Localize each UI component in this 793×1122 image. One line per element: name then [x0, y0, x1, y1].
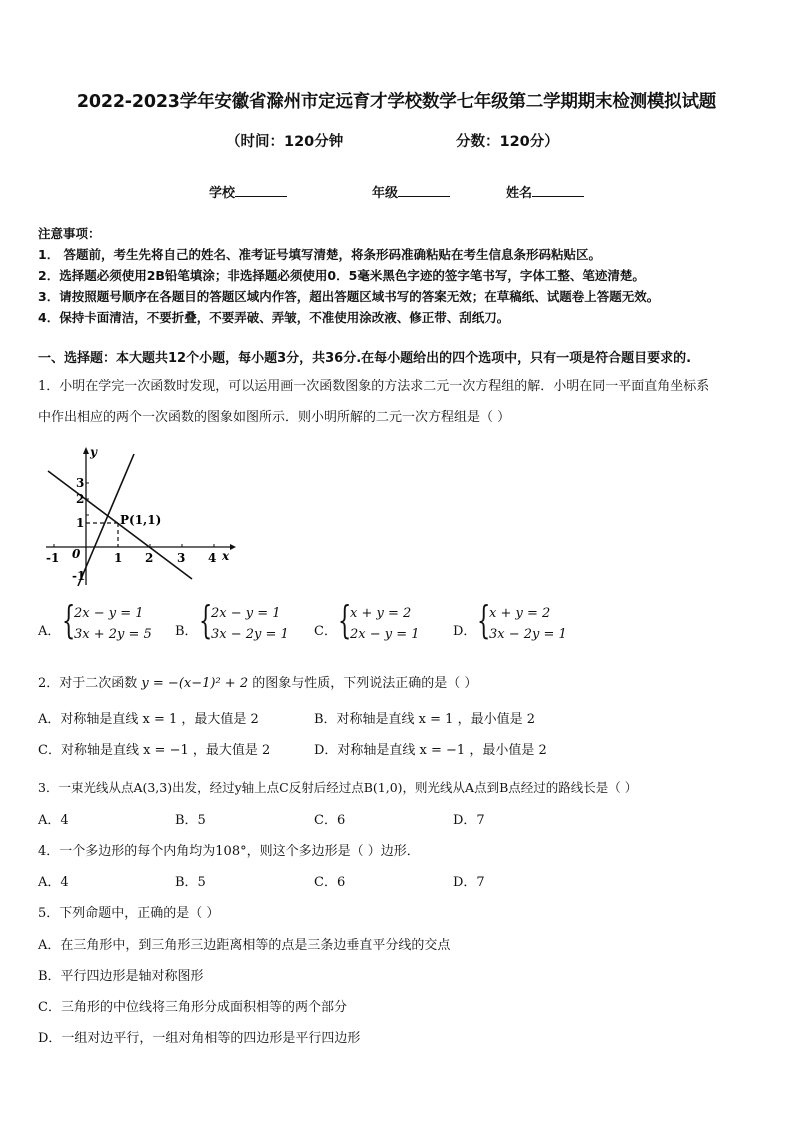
q2-option-d: D．对称轴是直线 x = −1 ，最小值是 2	[314, 743, 547, 758]
equation: 2x − y = 1	[74, 606, 144, 621]
x-axis-label: x	[222, 549, 230, 563]
equation: 2x − y = 1	[350, 627, 420, 642]
equation: 3x − 2y = 1	[211, 627, 289, 642]
notice-item: 4．保持卡面清洁，不要折叠，不要弄破、弄皱，不准使用涂改液、修正带、刮纸刀。	[38, 310, 510, 325]
origin-label: 0	[72, 547, 81, 561]
equation: 3x − 2y = 1	[489, 627, 567, 642]
q5-option-b: B．平行四边形是轴对称图形	[38, 969, 204, 984]
q5-option-a: A．在三角形中，到三角形三边距离相等的点是三条边垂直平分线的交点	[38, 938, 451, 953]
q3-option-d: D．7	[453, 813, 485, 828]
school-blank	[235, 184, 287, 197]
stem-text: 2．对于二次函数	[38, 676, 138, 691]
section-title: 一、选择题：本大题共12个小题，每小题3分，共36分.在每小题给出的四个选项中，只有一项是符合题目要求的.	[38, 351, 692, 366]
name-label: 姓名	[506, 186, 533, 201]
y-tick-label: 2	[76, 492, 85, 506]
notice-item: 2．选择题必须使用2B铅笔填涂；非选择题必须使用0．5毫米黑色字迹的签字笔书写，字体工整、笔迹清楚。	[38, 268, 645, 283]
option-a-letter: A．	[38, 624, 61, 639]
equation: 3x + 2y = 5	[74, 627, 152, 642]
equation: x + y = 2	[350, 606, 412, 621]
y-tick-label: -1	[72, 569, 86, 583]
quadratic-formula: y = −(x−1)² + 2	[141, 676, 249, 691]
exam-title: 2022-2023学年安徽省滁州市定远育才学校数学七年级第二学期期末检测模拟试题	[76, 92, 717, 112]
y-tick-label: 3	[76, 476, 85, 490]
q3-option-a: A．4	[38, 813, 69, 828]
notice-item: 1． 答题前，考生先将自己的姓名、准考证号填写清楚，将条形码准确粘贴在考生信息条形码粘贴区。	[38, 247, 602, 262]
q3-option-c: C．6	[314, 813, 346, 828]
y-tick-label: 1	[76, 516, 85, 530]
exam-score: 分数：120分）	[456, 134, 559, 150]
equation: x + y = 2	[489, 606, 551, 621]
option-d-letter: D．	[453, 624, 477, 639]
stem-text: 的图象与性质，下列说法正确的是（ ）	[252, 676, 478, 691]
brace-icon: {	[338, 598, 352, 642]
q5-option-c: C．三角形的中位线将三角形分成面积相等的两个部分	[38, 1000, 347, 1015]
name-field	[506, 182, 584, 201]
q5-option-d: D．一组对边平行，一组对角相等的四边形是平行四边形	[38, 1031, 361, 1046]
brace-icon: {	[199, 598, 213, 642]
x-tick-label: -1	[46, 551, 60, 565]
q3-option-b: B．5	[175, 813, 206, 828]
school-field	[209, 182, 287, 201]
exam-time: （时间：120分钟	[226, 134, 344, 150]
q4-option-d: D．7	[453, 875, 485, 890]
grade-label: 年级	[372, 186, 399, 201]
y-axis-label: y	[90, 445, 97, 459]
brace-icon: {	[62, 598, 76, 642]
notice-item: 3．请按照题号顺序在各题目的答题区域内作答，超出答题区域书写的答案无效；在草稿纸、试题卷上答题无效。	[38, 289, 660, 304]
question-1-line-2: 中作出相应的两个一次函数的图象如图所示．则小明所解的二元一次方程组是（ ）	[38, 410, 511, 425]
x-tick-label: 4	[208, 551, 217, 565]
grade-blank	[398, 184, 450, 197]
grade-field	[372, 182, 450, 201]
x-tick-label: 3	[177, 551, 186, 565]
question-4-stem: 4．一个多边形的每个内角均为108°，则这个多边形是（ ）边形．	[38, 844, 420, 859]
q4-option-c: C．6	[314, 875, 346, 890]
question-5-stem: 5．下列命题中，正确的是（ ）	[38, 906, 220, 921]
q2-option-c: C．对称轴是直线 x = −1 ，最大值是 2	[38, 743, 271, 758]
x-tick-label: 2	[145, 551, 154, 565]
option-b-letter: B．	[175, 624, 198, 639]
q2-option-b: B．对称轴是直线 x = 1 ，最小值是 2	[314, 712, 535, 727]
option-c-letter: C．	[314, 624, 337, 639]
equation: 2x − y = 1	[211, 606, 281, 621]
point-p-label: P(1,1)	[120, 513, 162, 527]
q2-option-a: A．对称轴是直线 x = 1 ，最大值是 2	[38, 712, 259, 727]
brace-icon: {	[477, 598, 491, 642]
notice-heading: 注意事项：	[38, 226, 101, 241]
x-tick-label: 1	[114, 551, 123, 565]
function-graph	[38, 440, 238, 590]
name-blank	[532, 184, 584, 197]
q4-option-b: B．5	[175, 875, 206, 890]
q4-option-a: A．4	[38, 875, 69, 890]
question-1-line-1: 1．小明在学完一次函数时发现，可以运用画一次函数图象的方法求二元一次方程组的解．小明在同一平面直角坐标系	[38, 379, 710, 394]
question-2-stem	[38, 672, 477, 691]
school-label: 学校	[209, 186, 236, 201]
question-3-stem: 3．一束光线从点A(3,3)出发，经过y轴上点C反射后经过点B(1,0)，则光线从A点到B点经过的路线长是（ ）	[38, 780, 638, 795]
